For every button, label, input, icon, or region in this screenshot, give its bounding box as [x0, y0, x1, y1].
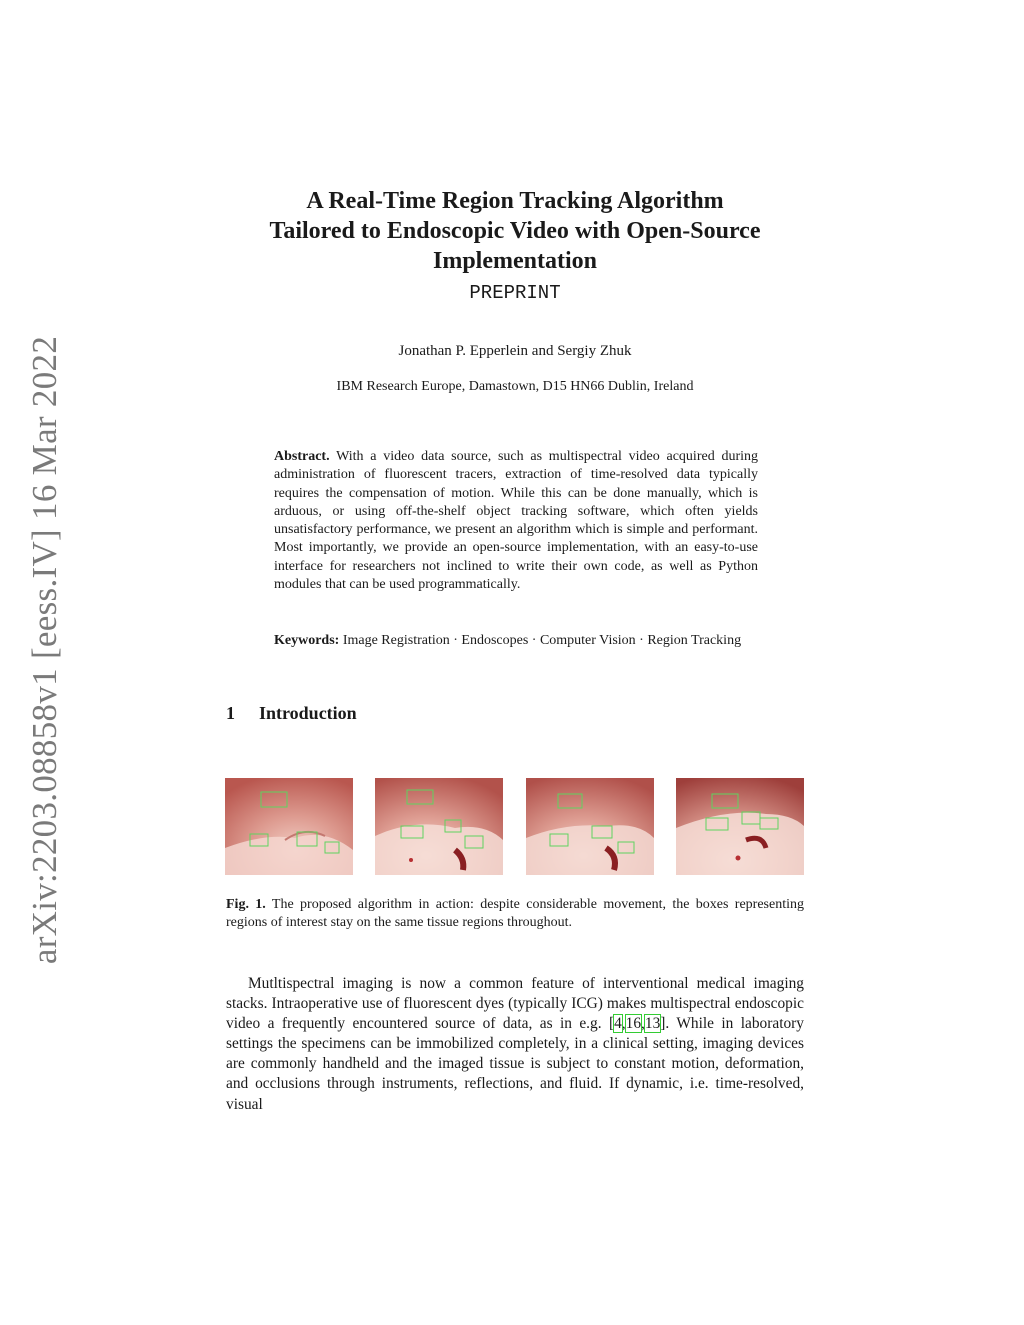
title-line: Tailored to Endoscopic Video with Open-Source — [269, 218, 761, 244]
preprint-label: PREPRINT — [469, 282, 561, 304]
body-text-end: ]. While in laboratory settings the specimens can be immobilized completely, in a clinical setting, imaging devices are commonly handheld and the imaged tissue is subject to constant motion, deformation, and occlusions through instruments, reflections, and fluid. If dynamic, i.e. time-resolved, visual — [226, 1015, 804, 1113]
section-heading — [226, 703, 357, 724]
citation-link[interactable]: 4 — [614, 1015, 622, 1033]
keywords — [274, 632, 758, 650]
arxiv-stamp: arXiv:2203.08858v1 [eess.IV] 16 Mar 2022 — [25, 335, 64, 965]
body-text-start: Mutltispectral imaging is now a common feature of interventional medical imaging stacks. Intraoperative use of fluorescent dyes (typically ICG) makes multispectral endoscopic video a frequently encountered source of data, as in e.g. [ — [226, 975, 804, 1033]
figure-1 — [225, 778, 805, 876]
abstract-text: With a video data source, such as multispectral video acquired during administration of fluorescent tracers, extraction of time-resolved data typically requires the compensation of motion. While this can be done manually, which is arduous, or using off-the-shelf object tracking software, which often yields unsatisfactory performance, we present an algorithm which is simple and performant. Most importantly, we provide an open-source implementation, with an easy-to-use interface for researchers not inclined to write their own code, as well as Python modules that can be used programmatically. — [274, 449, 758, 593]
section-title: Introduction — [259, 703, 357, 723]
title-line: Implementation — [433, 248, 597, 274]
abstract-label: Abstract. — [274, 449, 330, 464]
keywords-label: Keywords: — [274, 633, 340, 648]
introduction-paragraph: Mutltispectral imaging is now a common feature of interventional medical imaging stacks. Intraoperative use of fluorescent dyes (typically ICG) makes multispectral endoscopic video a frequently encountered source of data, as in e.g. [4,16,13]. While in laboratory settings the specimens can be immobilized completely, in a clinical setting, imaging devices are commonly handheld and the imaged tissue is subject to constant motion, deformation, and occlusions through instruments, reflections, and fluid. If dynamic, i.e. time-resolved, visual — [226, 975, 804, 1113]
endoscopy-frame-3 — [526, 778, 654, 875]
abstract — [274, 448, 758, 594]
keywords-text: Image Registration · Endoscopes · Computer Vision · Region Tracking — [342, 633, 742, 648]
paper-title — [200, 186, 830, 276]
endoscopy-frame-1 — [225, 778, 353, 875]
title-line: A Real-Time Region Tracking Algorithm — [306, 188, 724, 214]
caption-text: The proposed algorithm in action: despite considerable movement, the boxes representing regions of interest stay on the same tissue regions throughout. — [226, 897, 804, 931]
endoscopy-frame-2 — [375, 778, 503, 875]
citation-link[interactable]: 16 — [625, 1015, 642, 1033]
figure-caption — [226, 896, 804, 933]
citation-link[interactable]: 13 — [644, 1015, 661, 1033]
affiliation: IBM Research Europe, Damastown, D15 HN66 Dublin, Ireland — [336, 379, 694, 394]
authors: Jonathan P. Epperlein and Sergiy Zhuk — [398, 343, 632, 359]
caption-label: Fig. 1. — [226, 897, 266, 912]
endoscopy-frame-4 — [676, 778, 804, 875]
section-number: 1 — [226, 703, 235, 723]
